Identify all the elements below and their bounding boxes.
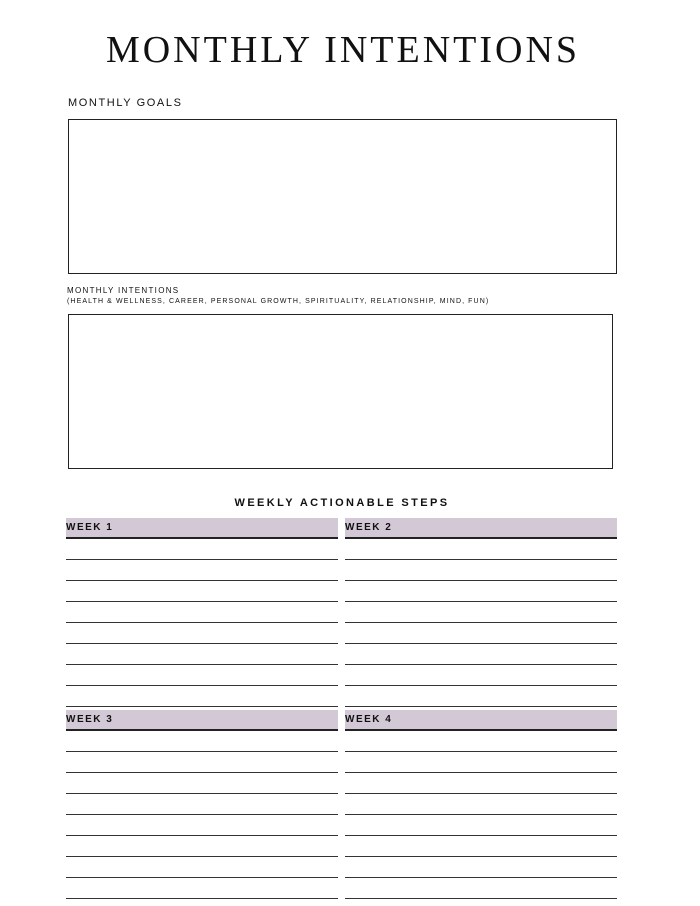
- monthly-intentions-categories: (HEALTH & WELLNESS, CAREER, PERSONAL GROWTH, SPIRITUALITY, RELATIONSHIP, MIND, FUN): [67, 298, 490, 305]
- week-1-line[interactable]: [66, 623, 338, 644]
- week-3-line[interactable]: [66, 857, 338, 878]
- page-title: MONTHLY INTENTIONS: [105, 29, 581, 71]
- monthly-goals-box[interactable]: [68, 119, 617, 274]
- week-4-line[interactable]: [345, 752, 617, 773]
- weekly-steps-title: WEEKLY ACTIONABLE STEPS: [234, 497, 450, 509]
- week-4-line[interactable]: [345, 857, 617, 878]
- week-3-line[interactable]: [66, 878, 338, 899]
- week-1-header: WEEK 1: [66, 518, 338, 539]
- week-4-section: [345, 710, 617, 899]
- monthly-intentions-box[interactable]: [68, 314, 613, 469]
- week-2-section: [345, 518, 617, 707]
- week-2-line[interactable]: [345, 644, 617, 665]
- week-4-line[interactable]: [345, 794, 617, 815]
- week-1-line[interactable]: [66, 686, 338, 707]
- week-2-line[interactable]: [345, 560, 617, 581]
- week-2-line[interactable]: [345, 539, 617, 560]
- monthly-goals-label: MONTHLY GOALS: [68, 97, 183, 109]
- week-3-line[interactable]: [66, 815, 338, 836]
- week-1-line[interactable]: [66, 539, 338, 560]
- week-1-line[interactable]: [66, 602, 338, 623]
- week-4-header: WEEK 4: [345, 710, 617, 731]
- week-4-line[interactable]: [345, 731, 617, 752]
- monthly-intentions-label: MONTHLY INTENTIONS: [67, 286, 180, 295]
- week-2-line[interactable]: [345, 686, 617, 707]
- week-3-section: [66, 710, 338, 899]
- week-2-line[interactable]: [345, 602, 617, 623]
- week-2-line[interactable]: [345, 623, 617, 644]
- week-4-line[interactable]: [345, 815, 617, 836]
- week-4-line[interactable]: [345, 836, 617, 857]
- week-3-line[interactable]: [66, 773, 338, 794]
- week-3-line[interactable]: [66, 731, 338, 752]
- week-3-header: WEEK 3: [66, 710, 338, 731]
- week-1-line[interactable]: [66, 560, 338, 581]
- week-3-line[interactable]: [66, 836, 338, 857]
- week-4-line[interactable]: [345, 773, 617, 794]
- week-2-header: WEEK 2: [345, 518, 617, 539]
- week-4-line[interactable]: [345, 878, 617, 899]
- week-1-line[interactable]: [66, 644, 338, 665]
- week-2-line[interactable]: [345, 665, 617, 686]
- week-3-line[interactable]: [66, 794, 338, 815]
- week-1-line[interactable]: [66, 665, 338, 686]
- week-3-line[interactable]: [66, 752, 338, 773]
- week-2-line[interactable]: [345, 581, 617, 602]
- week-1-section: [66, 518, 338, 707]
- week-1-line[interactable]: [66, 581, 338, 602]
